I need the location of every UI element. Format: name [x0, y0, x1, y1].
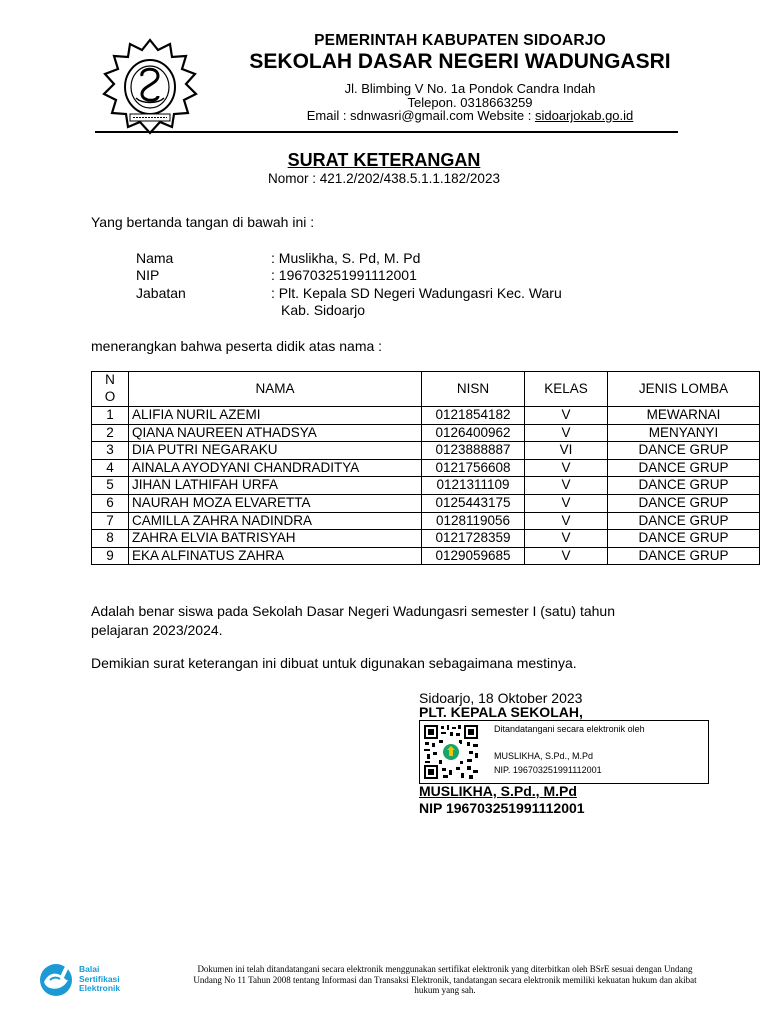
cell-no: 6 [92, 494, 129, 512]
cell-nama: DIA PUTRI NEGARAKU [129, 442, 422, 460]
closing-text-2: Demikian surat keterangan ini dibuat untuk digunakan sebagaimana mestinya. [91, 655, 577, 671]
table-row [92, 442, 760, 460]
table-row [92, 547, 760, 565]
cell-kelas: V [525, 407, 608, 425]
cell-jenis-lomba: DANCE GRUP [608, 547, 760, 565]
cell-nama: ZAHRA ELVIA BATRISYAH [129, 530, 422, 548]
document-number: Nomor : 421.2/202/438.5.1.1.182/2023 [268, 171, 500, 186]
gov-name: PEMERINTAH KABUPATEN SIDOARJO [314, 32, 606, 49]
cell-jenis-lomba: DANCE GRUP [608, 442, 760, 460]
qr-code-icon[interactable] [423, 724, 479, 780]
cell-no: 4 [92, 459, 129, 477]
cell-nisn: 0128119056 [422, 512, 525, 530]
school-address: Jl. Blimbing V No. 1a Pondok Candra Indah [344, 81, 596, 96]
cell-no: 9 [92, 547, 129, 565]
signer-position-label: Jabatan [136, 285, 186, 301]
cell-nisn: 0126400962 [422, 424, 525, 442]
cell-kelas: V [525, 494, 608, 512]
school-phone: Telepon. 0318663259 [407, 95, 533, 110]
signer-nip-label: NIP [136, 267, 160, 283]
cell-no: 7 [92, 512, 129, 530]
header-kelas: KELAS [525, 372, 608, 407]
cell-no: 2 [92, 424, 129, 442]
signer-title: PLT. KEPALA SEKOLAH, [419, 704, 583, 720]
esign-nip: NIP. 196703251991112001 [494, 765, 602, 775]
cell-jenis-lomba: DANCE GRUP [608, 477, 760, 495]
footer-legal-text: Dokumen ini telah ditandatangani secara elektronik menggunakan sertifikat elektronik yang diterbitkan oleh BSrE sesuai dengan Undang Undang No 11 Tahun 2008 tentang Informasi dan Transaksi Elektronik, tandatangan secara elektronik memiliki kekuatan hukum dan akibat hukum yang sah. [193, 964, 697, 995]
cell-jenis-lomba: MEWARNAI [608, 407, 760, 425]
cell-nama: JIHAN LATHIFAH URFA [129, 477, 422, 495]
intro-text: Yang bertanda tangan di bawah ini : [91, 214, 315, 230]
cell-no: 1 [92, 407, 129, 425]
place-date: Sidoarjo, 18 Oktober 2023 [419, 690, 583, 706]
signer-nip: NIP 196703251991112001 [419, 800, 585, 816]
header-jenis-lomba: JENIS LOMBA [608, 372, 760, 407]
cell-kelas: V [525, 459, 608, 477]
document-title: SURAT KETERANGAN [287, 150, 481, 170]
closing-text-line1: Adalah benar siswa pada Sekolah Dasar Negeri Wadungasri semester I (satu) tahun [91, 603, 615, 619]
cell-nisn: 0121756608 [422, 459, 525, 477]
school-name: SEKOLAH DASAR NEGERI WADUNGASRI [249, 50, 671, 73]
bsre-logo-icon [38, 962, 74, 998]
cell-no: 3 [92, 442, 129, 460]
cell-nisn: 0121311109 [422, 477, 525, 495]
cell-kelas: V [525, 424, 608, 442]
letterhead-divider [95, 131, 678, 133]
table-row [92, 459, 760, 477]
cell-nama: EKA ALFINATUS ZAHRA [129, 547, 422, 565]
regency-emblem-icon [96, 36, 204, 142]
school-contact [240, 108, 700, 123]
cell-kelas: V [525, 512, 608, 530]
cell-nama: ALIFIA NURIL AZEMI [129, 407, 422, 425]
email-label: Email : sdnwasri@gmail.com Website : [306, 108, 535, 123]
cell-kelas: VI [525, 442, 608, 460]
cell-jenis-lomba: DANCE GRUP [608, 494, 760, 512]
table-row [92, 407, 760, 425]
bsre-name: Balai Sertifikasi Elektronik [79, 964, 121, 993]
cell-jenis-lomba: DANCE GRUP [608, 459, 760, 477]
cell-kelas: V [525, 547, 608, 565]
esign-caption: Ditandatangani secara elektronik oleh [494, 724, 645, 734]
cell-nama: CAMILLA ZAHRA NADINDRA [129, 512, 422, 530]
cell-nama: NAURAH MOZA ELVARETTA [129, 494, 422, 512]
closing-text-line2: pelajaran 2023/2024. [91, 622, 223, 638]
table-row [92, 530, 760, 548]
table-header-row [92, 372, 760, 407]
signer-full-name: MUSLIKHA, S.Pd., M.Pd [419, 783, 577, 799]
cell-kelas: V [525, 477, 608, 495]
signer-position-value: : Plt. Kepala SD Negeri Wadungasri Kec. Waru [271, 285, 562, 301]
cell-nisn: 0121854182 [422, 407, 525, 425]
table-row [92, 424, 760, 442]
cell-nama: QIANA NAUREEN ATHADSYA [129, 424, 422, 442]
header-nama: NAMA [129, 372, 422, 407]
header-no: N O [92, 372, 129, 407]
cell-nisn: 0125443175 [422, 494, 525, 512]
table-row [92, 477, 760, 495]
cell-jenis-lomba: MENYANYI [608, 424, 760, 442]
signer-name-label: Nama [136, 250, 174, 266]
students-table [91, 371, 760, 565]
cell-nisn: 0121728359 [422, 530, 525, 548]
header-nisn: NISN [422, 372, 525, 407]
signer-position-value-cont: Kab. Sidoarjo [281, 302, 366, 318]
cell-nisn: 0129059685 [422, 547, 525, 565]
cell-jenis-lomba: DANCE GRUP [608, 530, 760, 548]
cell-kelas: V [525, 530, 608, 548]
esign-box [419, 720, 709, 784]
cell-jenis-lomba: DANCE GRUP [608, 512, 760, 530]
cell-no: 5 [92, 477, 129, 495]
esign-name: MUSLIKHA, S.Pd., M.Pd [494, 751, 594, 761]
table-row [92, 512, 760, 530]
statement-text: menerangkan bahwa peserta didik atas nama : [91, 338, 383, 354]
signer-name-value: : Muslikha, S. Pd, M. Pd [271, 250, 421, 266]
bsre-logo [38, 962, 138, 998]
cell-nama: AINALA AYODYANI CHANDRADITYA [129, 459, 422, 477]
website-link[interactable]: sidoarjokab.go.id [534, 108, 634, 123]
table-row [92, 494, 760, 512]
signer-nip-value: : 196703251991112001 [271, 267, 417, 283]
cell-no: 8 [92, 530, 129, 548]
cell-nisn: 0123888887 [422, 442, 525, 460]
